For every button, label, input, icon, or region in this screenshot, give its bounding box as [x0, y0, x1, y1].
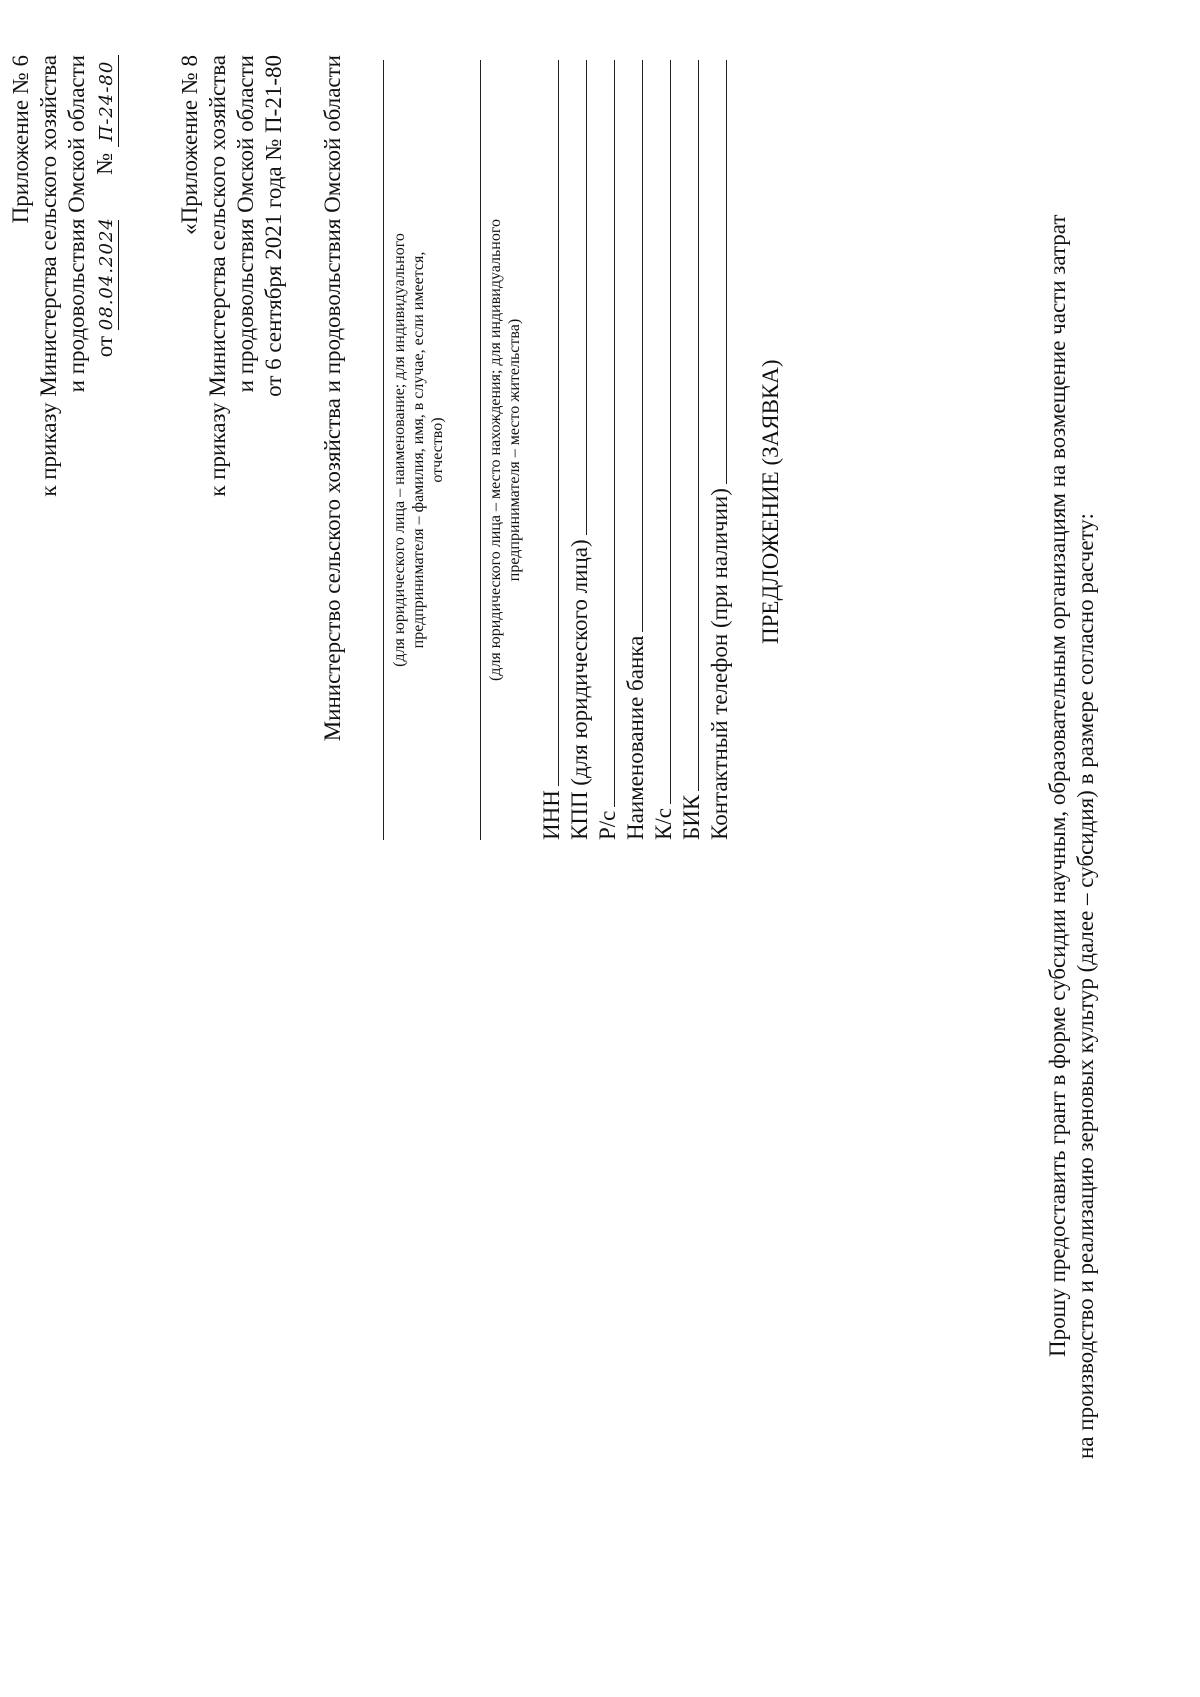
- field-bik-line: [678, 60, 699, 791]
- document-title: ПРЕДЛОЖЕНИЕ (ЗАЯВКА): [758, 359, 783, 644]
- original-order-line-3: от 6 сентября 2021 года № П-21-80: [261, 55, 286, 397]
- number-prefix: №: [92, 152, 117, 175]
- field-kpp-line: [566, 60, 587, 535]
- from-prefix: от: [92, 335, 117, 358]
- name-caption-line-3: отчество): [429, 417, 446, 483]
- field-phone-line: [706, 60, 727, 484]
- name-line: [383, 60, 384, 840]
- address-caption-line-1: (для юридического лица – место нахождения; для индивидуального: [487, 219, 504, 682]
- handwritten-date: 08.04.2024: [96, 217, 117, 331]
- field-phone-label: Контактный телефон (при наличии): [707, 488, 732, 840]
- handwritten-number: П-24-80: [98, 55, 119, 147]
- body-line-1: Прошу предоставить грант в форме субсидии научным, образовательным организациям на возмещение части затрат: [1045, 214, 1070, 1357]
- order-line-2: и продовольствия Омской области: [64, 55, 89, 393]
- field-corr-account-line: [650, 60, 671, 804]
- field-bank-name: [622, 60, 649, 840]
- body-line-2: на производство и реализацию зерновых культур (далее – субсидия) в размере согласно расчету:: [1073, 513, 1098, 1459]
- field-corr-account: [650, 60, 677, 840]
- original-order-line-1: к приказу Министерства сельского хозяйства: [205, 55, 230, 497]
- address-line: [480, 60, 481, 840]
- addressee: Министерство сельского хозяйства и продовольствия Омской области: [320, 55, 345, 742]
- name-caption-line-1: (для юридического лица – наименование; для индивидуального: [391, 233, 408, 667]
- appendix-8-label: «Приложение № 8: [177, 55, 202, 235]
- original-order-line-2: и продовольствия Омской области: [233, 55, 258, 393]
- field-account-label: Р/с: [595, 810, 620, 840]
- field-account-line: [594, 60, 615, 807]
- order-line-1: к приказу Министерства сельского хозяйства: [36, 55, 61, 497]
- field-phone: [706, 60, 733, 840]
- address-caption-line-2: предпринимателя – место жительства): [506, 318, 523, 582]
- name-caption: [390, 60, 447, 840]
- field-bik: [678, 60, 705, 840]
- field-inn: [538, 60, 565, 840]
- field-bank-name-line: [622, 60, 643, 632]
- address-caption: [486, 60, 524, 840]
- field-kpp-label: КПП (для юридического лица): [567, 539, 592, 840]
- field-inn-label: ИНН: [539, 790, 564, 840]
- field-bik-label: БИК: [679, 794, 704, 840]
- field-bank-name-label: Наименование банка: [623, 635, 648, 840]
- field-account: [594, 60, 621, 840]
- order-date-number: [92, 55, 119, 357]
- appendix-6-label: Приложение № 6: [8, 55, 33, 224]
- field-inn-line: [538, 60, 559, 786]
- field-kpp: [566, 60, 593, 840]
- field-corr-account-label: К/с: [651, 808, 676, 840]
- name-caption-line-2: предпринимателя – фамилия, имя, в случае, если имеется,: [410, 251, 427, 649]
